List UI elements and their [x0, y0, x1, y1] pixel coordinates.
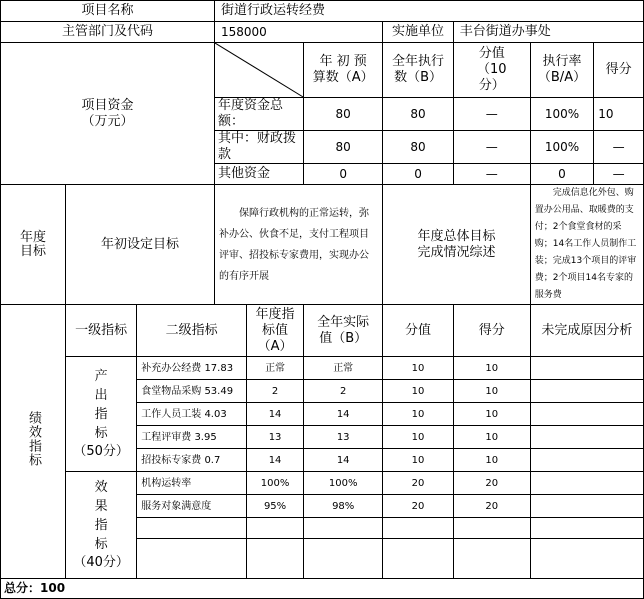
- funds-row-label: 年度资金总额：: [214, 98, 303, 131]
- funds-label: 项目资金 （万元）: [1, 43, 215, 185]
- funds-row-rate: 100%: [530, 131, 593, 164]
- goals-summary-label: 年度总体目标 完成情况综述: [383, 185, 531, 305]
- perf-col-level1: 一级指标: [66, 305, 137, 357]
- funds-row-label: 其中：财政拨款: [214, 131, 303, 164]
- output-item-target: 14: [247, 449, 304, 472]
- funds-col-score: 得分: [594, 43, 644, 98]
- output-item-score-value: 10: [383, 357, 454, 380]
- output-item-name: 工作人员工装 4.03: [137, 403, 247, 426]
- funds-row-label: 其他资金: [214, 164, 303, 185]
- empty-cell: [137, 518, 247, 539]
- funds-row-rate: 0: [530, 164, 593, 185]
- output-item-actual: 正常: [304, 357, 383, 380]
- table-row: [1, 472, 644, 495]
- empty-cell: [453, 518, 530, 539]
- effect-item-score-value: 20: [383, 472, 454, 495]
- perf-col-actual: 全年实际 值（B）: [304, 305, 383, 357]
- perf-col-level2: 二级指标: [137, 305, 247, 357]
- funds-row-exec: 80: [383, 131, 454, 164]
- effect-item-name: 服务对象满意度: [137, 495, 247, 518]
- output-item-actual: 2: [304, 380, 383, 403]
- funds-row-exec: 0: [383, 164, 454, 185]
- impl-unit-label: 实施单位: [383, 22, 454, 43]
- perf-col-reason: 未完成原因分析: [530, 305, 643, 357]
- output-item-target: 2: [247, 380, 304, 403]
- effect-item-name: 机构运转率: [137, 472, 247, 495]
- output-item-target: 正常: [247, 357, 304, 380]
- empty-cell: [383, 539, 454, 579]
- output-item-actual: 14: [304, 449, 383, 472]
- output-item-actual: 13: [304, 426, 383, 449]
- funds-row-score: 10: [594, 98, 644, 131]
- output-item-score-value: 10: [383, 403, 454, 426]
- effect-item-actual: 98%: [304, 495, 383, 518]
- empty-cell: [247, 539, 304, 579]
- effect-points: （40分）: [73, 555, 129, 570]
- output-item-score: 10: [453, 357, 530, 380]
- dept-code: 158000: [214, 22, 382, 43]
- output-item-score-value: 10: [383, 426, 454, 449]
- goals-initial-text: 保障行政机构的正常运转，弥补办公、伙食不足，支付工程项目评审、招投标专家费用，实现办公的有序开展: [214, 185, 382, 305]
- funds-row-score-value: —: [453, 131, 530, 164]
- empty-cell: [247, 518, 304, 539]
- output-item-reason: [530, 380, 643, 403]
- output-indicator-cell: [66, 357, 137, 472]
- empty-cell: [453, 539, 530, 579]
- empty-cell: [137, 539, 247, 579]
- performance-side-label: 绩效指标: [26, 411, 41, 467]
- funds-row-score: —: [594, 131, 644, 164]
- output-label: 产 出 指 标: [94, 369, 108, 441]
- output-item-reason: [530, 403, 643, 426]
- impl-unit-value: 丰台街道办事处: [453, 22, 643, 43]
- output-item-name: 工程评审费 3.95: [137, 426, 247, 449]
- funds-col-score-value: 分值 （10 分）: [453, 43, 530, 98]
- output-item-name: 食堂物品采购 53.49: [137, 380, 247, 403]
- output-item-score: 10: [453, 449, 530, 472]
- diagonal-line: [215, 43, 303, 97]
- perf-col-score: 得分: [453, 305, 530, 357]
- funds-row-exec: 80: [383, 98, 454, 131]
- funds-col-exec: 全年执行 数（B）: [383, 43, 454, 98]
- funds-row-budget: 80: [304, 131, 383, 164]
- funds-col-budget: 年 初 预 算数（A）: [304, 43, 383, 98]
- empty-cell: [530, 518, 643, 539]
- output-item-reason: [530, 357, 643, 380]
- funds-row-budget: 0: [304, 164, 383, 185]
- output-item-reason: [530, 426, 643, 449]
- effect-item-score: 20: [453, 495, 530, 518]
- effect-item-reason: [530, 495, 643, 518]
- project-name-value: 街道行政运转经费: [214, 1, 643, 22]
- diagonal-header-cell: [214, 43, 303, 98]
- goals-initial-label: 年初设定目标: [66, 185, 215, 305]
- output-item-actual: 14: [304, 403, 383, 426]
- effect-indicator-cell: [66, 472, 137, 579]
- project-name-label: 项目名称: [1, 1, 215, 22]
- total-score: 总分：100: [1, 579, 644, 599]
- output-points: （50分）: [73, 444, 129, 459]
- effect-item-actual: 100%: [304, 472, 383, 495]
- perf-col-score-value: 分值: [383, 305, 454, 357]
- perf-col-target: 年度指 标值 （A）: [247, 305, 304, 357]
- funds-row-score-value: —: [453, 164, 530, 185]
- effect-item-target: 95%: [247, 495, 304, 518]
- output-item-score: 10: [453, 426, 530, 449]
- funds-row-score: —: [594, 164, 644, 185]
- output-item-score: 10: [453, 403, 530, 426]
- performance-side-label-cell: [1, 305, 66, 579]
- funds-col-rate: 执行率 （B/A）: [530, 43, 593, 98]
- empty-cell: [530, 539, 643, 579]
- output-item-score: 10: [453, 380, 530, 403]
- effect-item-target: 100%: [247, 472, 304, 495]
- funds-row-rate: 100%: [530, 98, 593, 131]
- effect-item-score: 20: [453, 472, 530, 495]
- goals-side-label: 年度 目标: [1, 185, 66, 305]
- output-item-target: 13: [247, 426, 304, 449]
- effect-item-score-value: 20: [383, 495, 454, 518]
- effect-item-reason: [530, 472, 643, 495]
- output-item-reason: [530, 449, 643, 472]
- table-row: [1, 357, 644, 380]
- empty-cell: [383, 518, 454, 539]
- output-item-score-value: 10: [383, 380, 454, 403]
- funds-row-budget: 80: [304, 98, 383, 131]
- empty-cell: [304, 518, 383, 539]
- output-item-name: 补充办公经费 17.83: [137, 357, 247, 380]
- dept-label: 主管部门及代码: [1, 22, 215, 43]
- output-item-name: 招投标专家费 0.7: [137, 449, 247, 472]
- output-item-score-value: 10: [383, 449, 454, 472]
- empty-cell: [304, 539, 383, 579]
- effect-label: 效 果 指 标: [94, 480, 108, 552]
- output-item-target: 14: [247, 403, 304, 426]
- funds-row-score-value: —: [453, 98, 530, 131]
- goals-summary-text: 完成信息化外包、购置办公用品、取暖费的支付；2个食堂食材的采购；14名工作人员制作工装；完成13个项目的评审费；2个项目14名专家的服务费: [530, 185, 643, 305]
